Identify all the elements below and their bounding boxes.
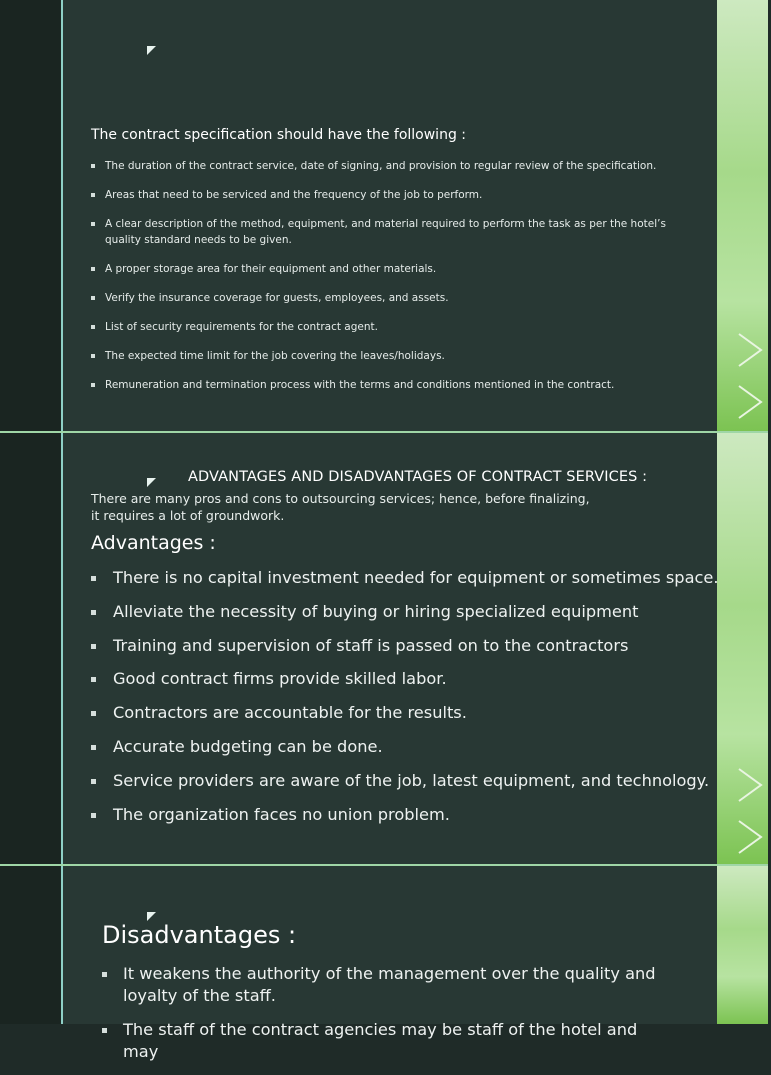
list-item: Training and supervision of staff is passed on to the contractors [91, 635, 711, 657]
corner-triangle-icon [147, 478, 156, 487]
list-item: The expected time limit for the job covering the leaves/holidays. [91, 348, 691, 364]
list-item: The organization faces no union problem. [91, 804, 711, 826]
advantages-heading: Advantages : [91, 532, 216, 554]
list-item: Areas that need to be serviced and the frequency of the job to perform. [91, 187, 691, 203]
disadvantages-list [102, 963, 662, 1075]
list-item: The staff of the contract agencies may be staff of the hotel and may [102, 1019, 662, 1063]
slide-heading: The contract specification should have the following : [91, 127, 466, 143]
slide-right-decor [717, 433, 768, 864]
corner-triangle-icon [147, 46, 156, 55]
slide-accent-line [61, 866, 63, 1024]
slide-left-panel [0, 433, 61, 864]
slide-disadvantages [0, 866, 768, 1061]
slide-right-decor [717, 0, 768, 431]
list-item: It weakens the authority of the management over the quality and loyalty of the staff. [102, 963, 662, 1007]
corner-triangle-icon [147, 912, 156, 921]
chevron-decor-icon [731, 765, 771, 805]
list-item: Service providers are aware of the job, latest equipment, and technology. [91, 770, 711, 792]
slide-intro [91, 490, 591, 524]
list-item: Verify the insurance coverage for guests, employees, and assets. [91, 290, 691, 306]
list-item: Good contract firms provide skilled labor. [91, 668, 711, 690]
intro-line: it requires a lot of groundwork. [91, 508, 285, 523]
list-item: Accurate budgeting can be done. [91, 736, 711, 758]
list-item: There is no capital investment needed for equipment or sometimes space. [91, 567, 711, 589]
slide-advantages [0, 433, 768, 864]
chevron-decor-icon [731, 330, 771, 370]
list-item: The duration of the contract service, date of signing, and provision to regular review of the specification. [91, 158, 691, 174]
chevron-decor-icon [731, 817, 771, 857]
list-item: A proper storage area for their equipment and other materials. [91, 261, 691, 277]
slide-right-decor [717, 866, 768, 1024]
list-item: Contractors are accountable for the results. [91, 702, 711, 724]
slide-left-panel [0, 866, 61, 1024]
disadvantages-heading: Disadvantages : [102, 921, 297, 949]
slide-accent-line [61, 433, 63, 864]
slide-title: ADVANTAGES AND DISADVANTAGES OF CONTRACT SERVICES : [188, 469, 648, 485]
specification-list [91, 158, 691, 406]
list-item: Alleviate the necessity of buying or hiring specialized equipment [91, 601, 711, 623]
slide-left-panel [0, 0, 61, 431]
advantages-list [91, 567, 719, 837]
list-item: List of security requirements for the contract agent. [91, 319, 691, 335]
list-item: Remuneration and termination process with the terms and conditions mentioned in the contract. [91, 377, 691, 393]
list-item: A clear description of the method, equipment, and material required to perform the task as per the hotel’s quality standard needs to be given. [91, 216, 691, 248]
slide-accent-line [61, 0, 63, 431]
slide-contract-specification [0, 0, 768, 431]
intro-line: There are many pros and cons to outsourcing services; hence, before finalizing, [91, 491, 590, 506]
chevron-decor-icon [731, 382, 771, 422]
